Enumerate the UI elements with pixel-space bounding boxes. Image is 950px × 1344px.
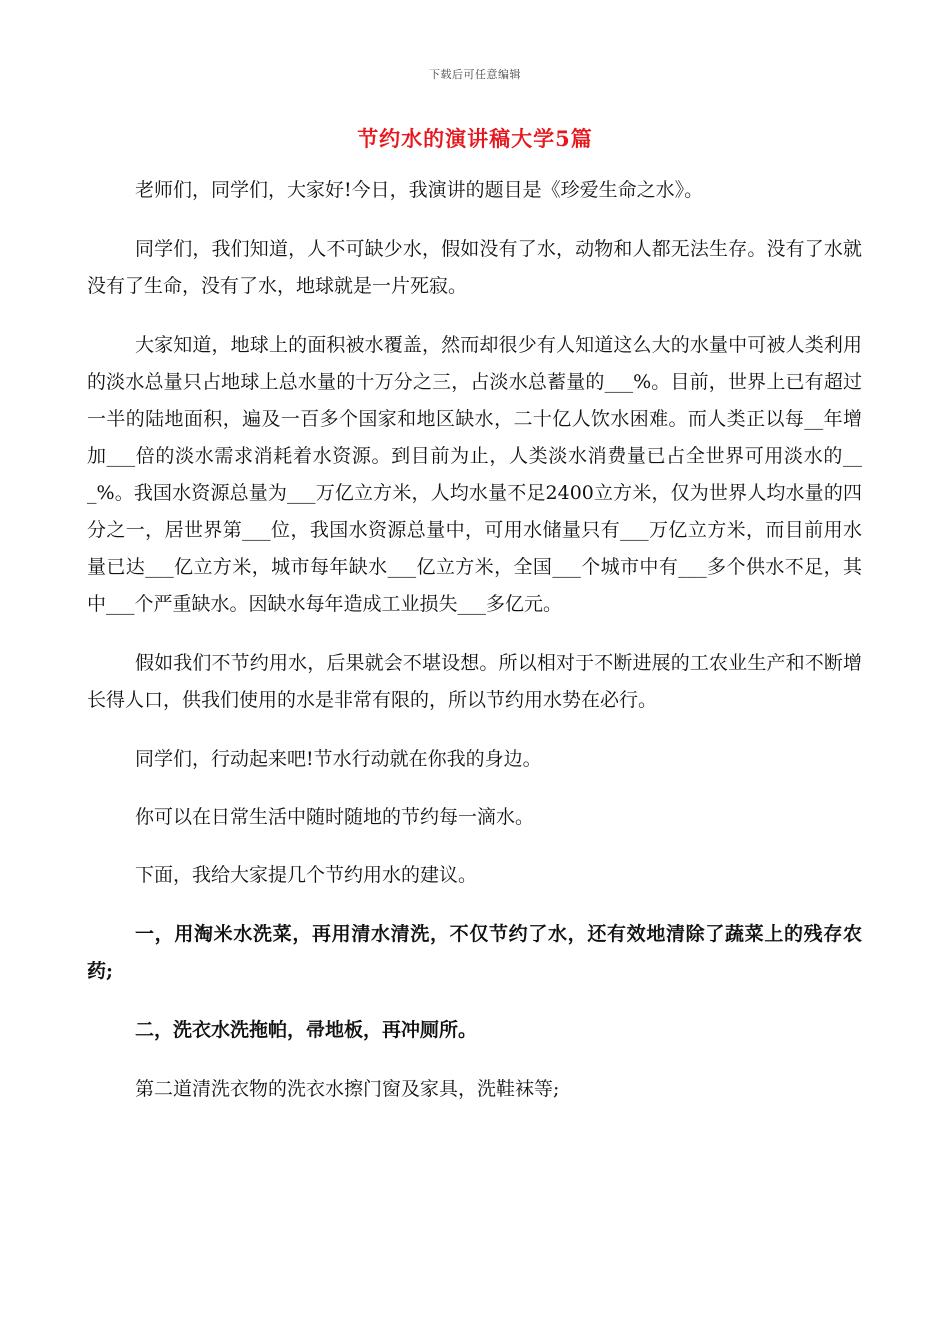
paragraph-suggestion-1: 一，用淘米水洗菜，再用清水清洗，不仅节约了水，还有效地清除了蔬菜上的残存农药; [87,923,862,982]
document-body [87,172,862,1130]
paragraph-suggestion-detail: 第二道清洗衣物的洗衣水擦门窗及家具，洗鞋袜等; [135,1078,560,1100]
paragraph-suggestions-intro: 下面，我给大家提几个节约用水的建议。 [135,864,478,886]
paragraph-call-to-action: 同学们，行动起来吧!节水行动就在你我的身边。 [135,748,542,770]
header-note: 下载后可任意编辑 [429,68,521,81]
paragraph-importance: 同学们，我们知道，人不可缺少水，假如没有了水，动物和人都无法生存。没有了水就没有了生命，没有了水，地球就是一片死寂。 [87,238,862,297]
paragraph-everyday: 你可以在日常生活中随时随地的节约每一滴水。 [135,806,535,828]
document-title: 节约水的演讲稿大学5篇 [357,126,593,151]
paragraph-greeting: 老师们，同学们，大家好!今日，我演讲的题目是《珍爱生命之水》。 [135,179,704,201]
paragraph-statistics: 大家知道，地球上的面积被水覆盖，然而却很少有人知道这么大的水量中可被人类利用的淡水总量只占地球上总水量的十万分之三，占淡水总蓄量的___%。目前，世界上已有超过一半的陆地面积，遍及一百多个国家和地区缺水，二十亿人饮水困难。而人类正以每__年增加___倍的淡水需求消耗着水资源。到目前为止，人类淡水消费量已占全世界可用淡水的___%。我国水资源总量为___万亿立方米，人均水量不足2400立方米，仅为世界人均水量的四分之一，居世界第___位，我国水资源总量中，可用水储量只有___万亿立方米，而目前用水量已达___亿立方米，城市每年缺水___亿立方米，全国___个城市中有___多个供水不足，其中___个严重缺水。因缺水每年造成工业损失___多亿元。 [87,334,862,615]
paragraph-suggestion-2: 二，洗衣水洗拖帕，帚地板，再冲厕所。 [135,1019,478,1041]
paragraph-consequence: 假如我们不节约用水，后果就会不堪设想。所以相对于不断进展的工农业生产和不断增长得人口，供我们使用的水是非常有限的，所以节约用水势在必行。 [87,652,862,711]
